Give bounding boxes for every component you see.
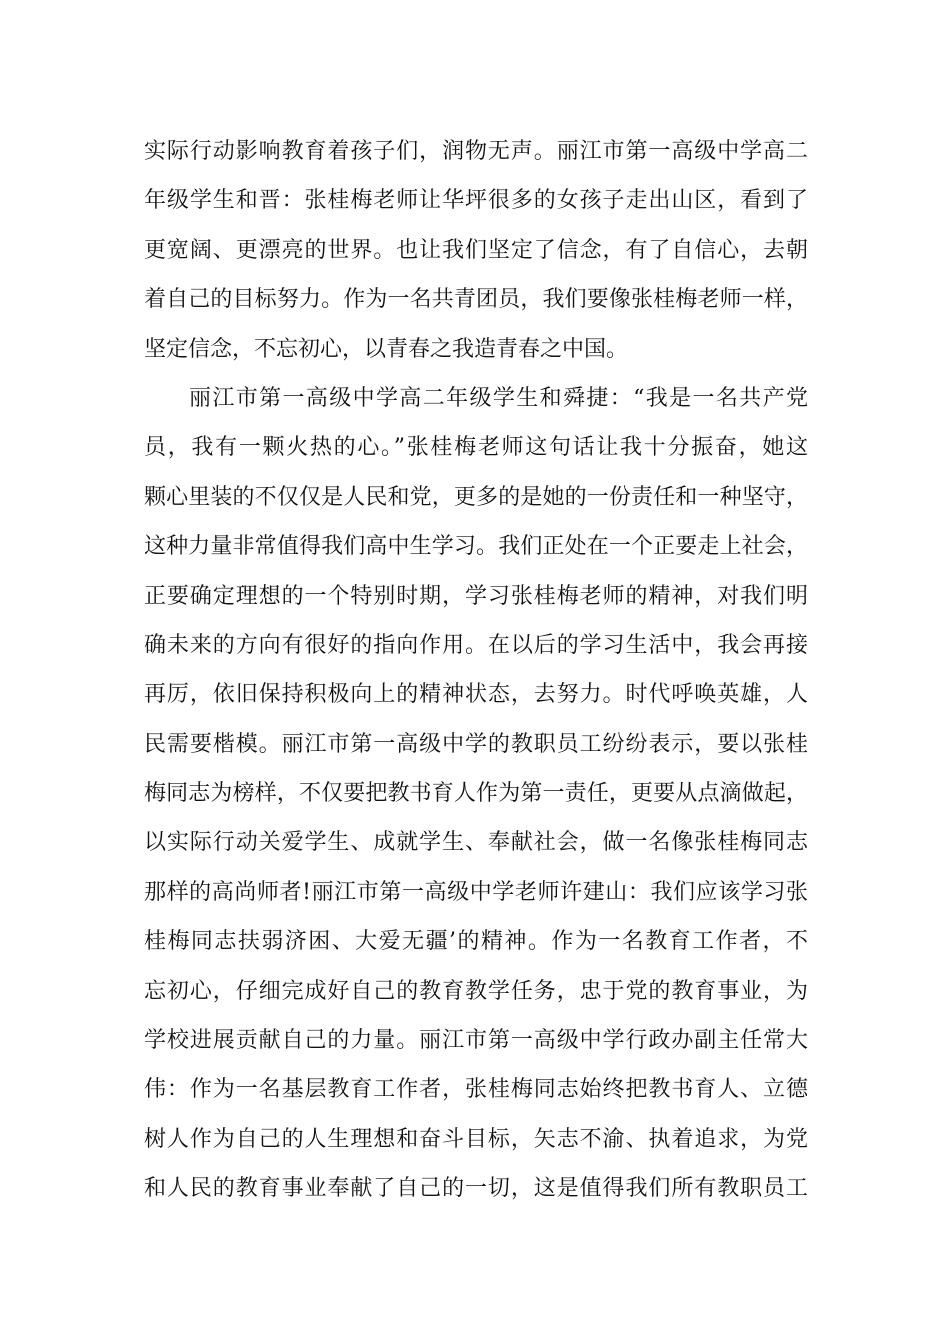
text-line: 和人民的教育事业奉献了自己的一切，这是值得我们所有教职员工 <box>144 1176 808 1202</box>
text-line: 桂梅同志扶弱济困、大爱无疆’的精神。作为一名教育工作者，不 <box>144 929 808 955</box>
document-body <box>144 127 808 1263</box>
text-line: 以实际行动关爱学生、成就学生、奉献社会，做一名像张桂梅同志 <box>144 830 808 856</box>
text-line: 那样的高尚师者!丽江市第一高级中学老师许建山：我们应该学习张 <box>144 879 808 905</box>
text-line: 着自己的目标努力。作为一名共青团员，我们要像张桂梅老师一样， <box>144 287 808 313</box>
text-line: 民需要楷模。丽江市第一高级中学的教职员工纷纷表示，要以张桂 <box>144 731 808 757</box>
text-line <box>144 1214 808 1263</box>
text-line: 忘初心，仔细完成好自己的教育教学任务，忠于党的教育事业，为 <box>144 978 808 1004</box>
paragraph <box>144 374 808 1263</box>
text-line: 树人作为自己的人生理想和奋斗目标，矢志不渝、执着追求，为党 <box>144 1126 808 1152</box>
text-line: 正要确定理想的一个特别时期，学习张桂梅老师的精神，对我们明 <box>144 583 808 609</box>
text-line: 确未来的方向有很好的指向作用。在以后的学习生活中，我会再接 <box>144 632 808 658</box>
text-line: 坚定信念，不忘初心，以青春之我造青春之中国。 <box>144 336 629 362</box>
text-line: 员，我有一颗火热的心。”张桂梅老师这句话让我十分振奋，她这 <box>144 435 808 461</box>
text-line: 年级学生和晋：张桂梅老师让华坪很多的女孩子走出山区，看到了 <box>144 188 808 214</box>
paragraph <box>144 127 808 374</box>
text-line: 伟：作为一名基层教育工作者，张桂梅同志始终把教书育人、立德 <box>144 1077 808 1103</box>
text-line: 再厉，依旧保持积极向上的精神状态，去努力。时代呼唤英雄，人 <box>144 682 808 708</box>
text-line: 颗心里装的不仅仅是人民和党，更多的是她的一份责任和一种坚守， <box>144 484 808 510</box>
text-line: 实际行动影响教育着孩子们，润物无声。丽江市第一高级中学高二 <box>144 139 808 164</box>
text-line: 学校进展贡献自己的力量。丽江市第一高级中学行政办副主任常大 <box>144 1028 808 1054</box>
text-line: 这种力量非常值得我们高中生学习。我们正处在一个正要走上社会， <box>144 534 808 560</box>
text-line: 梅同志为榜样，不仅要把教书育人作为第一责任，更要从点滴做起， <box>144 781 808 807</box>
text-line: 丽江市第一高级中学高二年级学生和舜捷：“我是一名共产党 <box>189 385 808 411</box>
text-line: 更宽阔、更漂亮的世界。也让我们坚定了信念，有了自信心，去朝 <box>144 237 808 263</box>
